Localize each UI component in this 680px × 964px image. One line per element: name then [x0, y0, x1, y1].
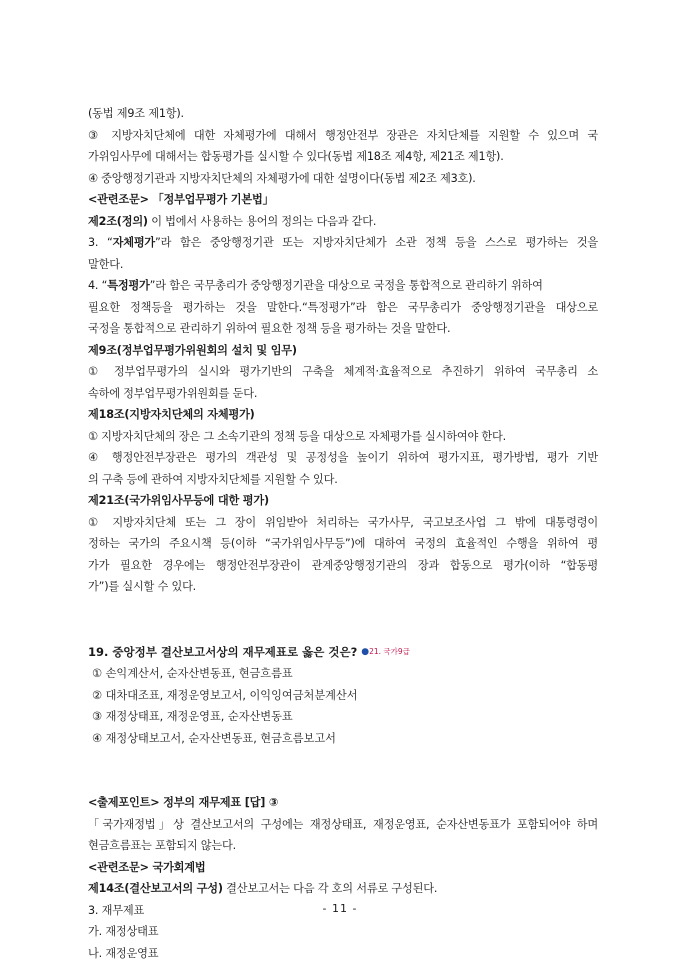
text: ”라 함은 중앙행정기관 또는 지방자치단체가 소관 정책 등을 스스로 평가하는 것을	[155, 236, 598, 249]
term: 자체평가	[113, 236, 155, 249]
question-text: 19. 중앙정부 결산보고서상의 재무제표로 옳은 것은?	[88, 645, 357, 659]
text-line: ④ 행정안전부장관은 평가의 객관성 및 공정성을 높이기 위하여 평가지표, 평가방법, 평가 기반	[88, 447, 598, 469]
text-line: (동법 제9조 제1항).	[88, 103, 598, 125]
text-line: 의 구축 등에 관하여 지방자치단체를 지원할 수 있다.	[88, 469, 598, 491]
article-title: 제14조(결산보고서의 구성)	[88, 882, 223, 895]
text-line: 가위임사무에 대해서는 합동평가를 실시할 수 있다(동법 제18조 제4항, 제21조 제1항).	[88, 146, 598, 168]
text: 4. “	[88, 279, 107, 292]
option-2: ② 대차대조표, 재정운영보고서, 이익잉여금처분계산서	[88, 685, 598, 707]
bullet-icon: ●	[361, 647, 369, 657]
exam-source-badge	[361, 647, 410, 656]
related-law-heading: <관련조문> 국가회계법	[88, 857, 598, 879]
text-line: ① 지방자치단체 또는 그 장이 위임받아 처리하는 국가사무, 국고보조사업 그 밖에 대통령령이	[88, 512, 598, 534]
article-2	[88, 211, 598, 233]
related-law-heading: <관련조문> 「정부업무평가 기본법」	[88, 189, 598, 211]
text-line: 가”)를 실시할 수 있다.	[88, 576, 598, 598]
question-title	[88, 641, 598, 664]
text-line: ① 지방자치단체의 장은 그 소속기관의 정책 등을 대상으로 자체평가를 실시하여야 한다.	[88, 426, 598, 448]
text-line: 나. 재정운영표	[88, 943, 598, 964]
text-line: ① 정부업무평가의 실시와 평가기반의 구축을 체계적·효율적으로 추진하기 위하여 국무총리 소	[88, 361, 598, 383]
definition-3	[88, 232, 598, 254]
text-line: 현금흐름표는 포함되지 않는다.	[88, 835, 598, 857]
exam-source-label: 21. 국가9급	[369, 647, 410, 656]
text-line: 가. 재정상태표	[88, 921, 598, 943]
article-title: 제21조(국가위임사무등에 대한 평가)	[88, 490, 598, 512]
text-line: 3. 재무제표	[88, 900, 598, 922]
text-line: ③ 지방자치단체에 대한 자체평가에 대해서 행정안전부 장관은 자치단체를 지원할 수 있으며 국	[88, 125, 598, 147]
option-4: ④ 재정상태보고서, 순자산변동표, 현금흐름보고서	[88, 728, 598, 750]
option-3: ③ 재정상태표, 재정운영표, 순자산변동표	[88, 706, 598, 728]
text-line: ④ 중앙행정기관과 지방자치단체의 자체평가에 대한 설명이다(동법 제2조 제3호).	[88, 168, 598, 190]
article-text: 결산보고서는 다음 각 호의 서류로 구성된다.	[223, 882, 437, 895]
article-title: 제2조(정의)	[88, 215, 148, 228]
article-title: 제9조(정부업무평가위원회의 설치 및 임무)	[88, 340, 598, 362]
article-14	[88, 878, 598, 900]
text-line: 말한다.	[88, 254, 598, 276]
text-line: 정하는 국가의 주요시책 등(이하 “국가위임사무등”)에 대하여 국정의 효율적인 수행을 위하여 평	[88, 533, 598, 555]
text: 3. “	[88, 236, 113, 249]
text-line: 필요한 정책등을 평가하는 것을 말한다.“특정평가”라 함은 국무총리가 중앙행정기관을 대상으로	[88, 297, 598, 319]
page-number: - 11 -	[0, 902, 680, 915]
answer-header: <출제포인트> 정부의 재무제표 [답] ③	[88, 792, 598, 814]
term: 특정평가	[107, 279, 149, 292]
text: ”라 함은 국무총리가 중앙행정기관을 대상으로 국정을 통합적으로 관리하기 위하여	[150, 279, 543, 292]
option-1: ① 손익계산서, 순자산변동표, 현금흐름표	[88, 663, 598, 685]
article-text: 이 법에서 사용하는 용어의 정의는 다음과 같다.	[148, 215, 376, 228]
definition-4	[88, 275, 598, 297]
text-line: 「국가재정법」상 결산보고서의 구성에는 재정상태표, 재정운영표, 순자산변동표가 포함되어야 하며	[88, 814, 598, 836]
document-body	[88, 103, 598, 964]
text-line: 속하에 정부업무평가위원회를 둔다.	[88, 383, 598, 405]
text-line: 국정을 통합적으로 관리하기 위하여 필요한 정책 등을 평가하는 것을 말한다.	[88, 318, 598, 340]
text-line: 가가 필요한 경우에는 행정안전부장관이 관계중앙행정기관의 장과 합동으로 평가(이하 “합동평	[88, 555, 598, 577]
article-title: 제18조(지방자치단체의 자체평가)	[88, 404, 598, 426]
